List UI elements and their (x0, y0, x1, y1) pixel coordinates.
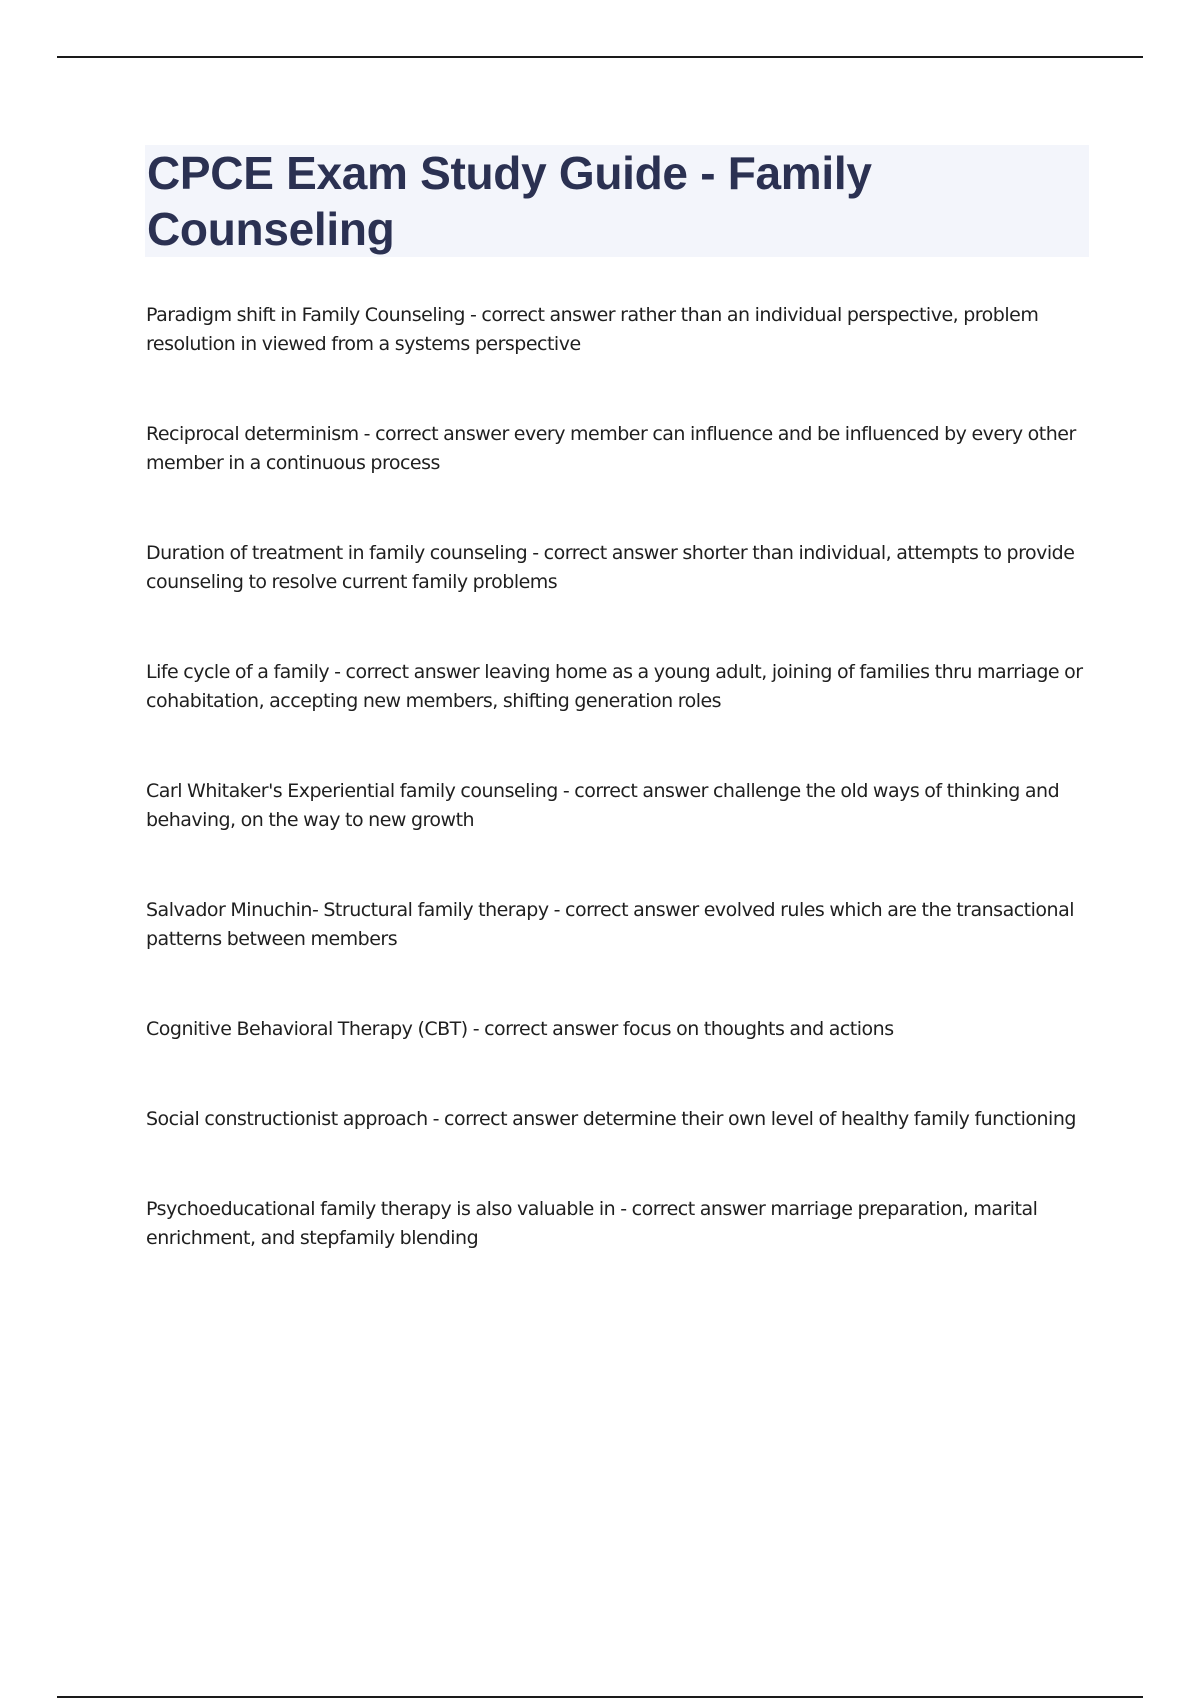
qa-item: Social constructionist approach - correct answer determine their own level of healthy family functioning (146, 1108, 1076, 1130)
qa-item: Duration of treatment in family counseling - correct answer shorter than individual, attempts to provide counseling to resolve current family problems (146, 542, 1075, 593)
qa-item: Cognitive Behavioral Therapy (CBT) - correct answer focus on thoughts and actions (146, 1018, 894, 1040)
page-bottom-rule (57, 1696, 1143, 1698)
qa-item: Carl Whitaker's Experiential family counseling - correct answer challenge the old ways of thinking and behaving, on the way to new growth (146, 780, 1060, 831)
qa-list (146, 301, 1091, 1314)
qa-item: Salvador Minuchin- Structural family therapy - correct answer evolved rules which are the transactional patterns between members (146, 899, 1074, 950)
qa-item: Paradigm shift in Family Counseling - correct answer rather than an individual perspective, problem resolution in viewed from a systems perspective (146, 304, 1039, 355)
qa-item: Psychoeducational family therapy is also valuable in - correct answer marriage preparation, marital enrichment, and stepfamily blending (146, 1198, 1038, 1249)
qa-item: Reciprocal determinism - correct answer every member can influence and be influenced by every other member in a continuous process (146, 423, 1076, 474)
page-top-rule (57, 56, 1143, 58)
qa-item: Life cycle of a family - correct answer leaving home as a young adult, joining of families thru marriage or cohabitation, accepting new members, shifting generation roles (146, 661, 1083, 712)
title-block (145, 145, 1089, 257)
page-title: CPCE Exam Study Guide - Family Counseling (147, 147, 872, 255)
